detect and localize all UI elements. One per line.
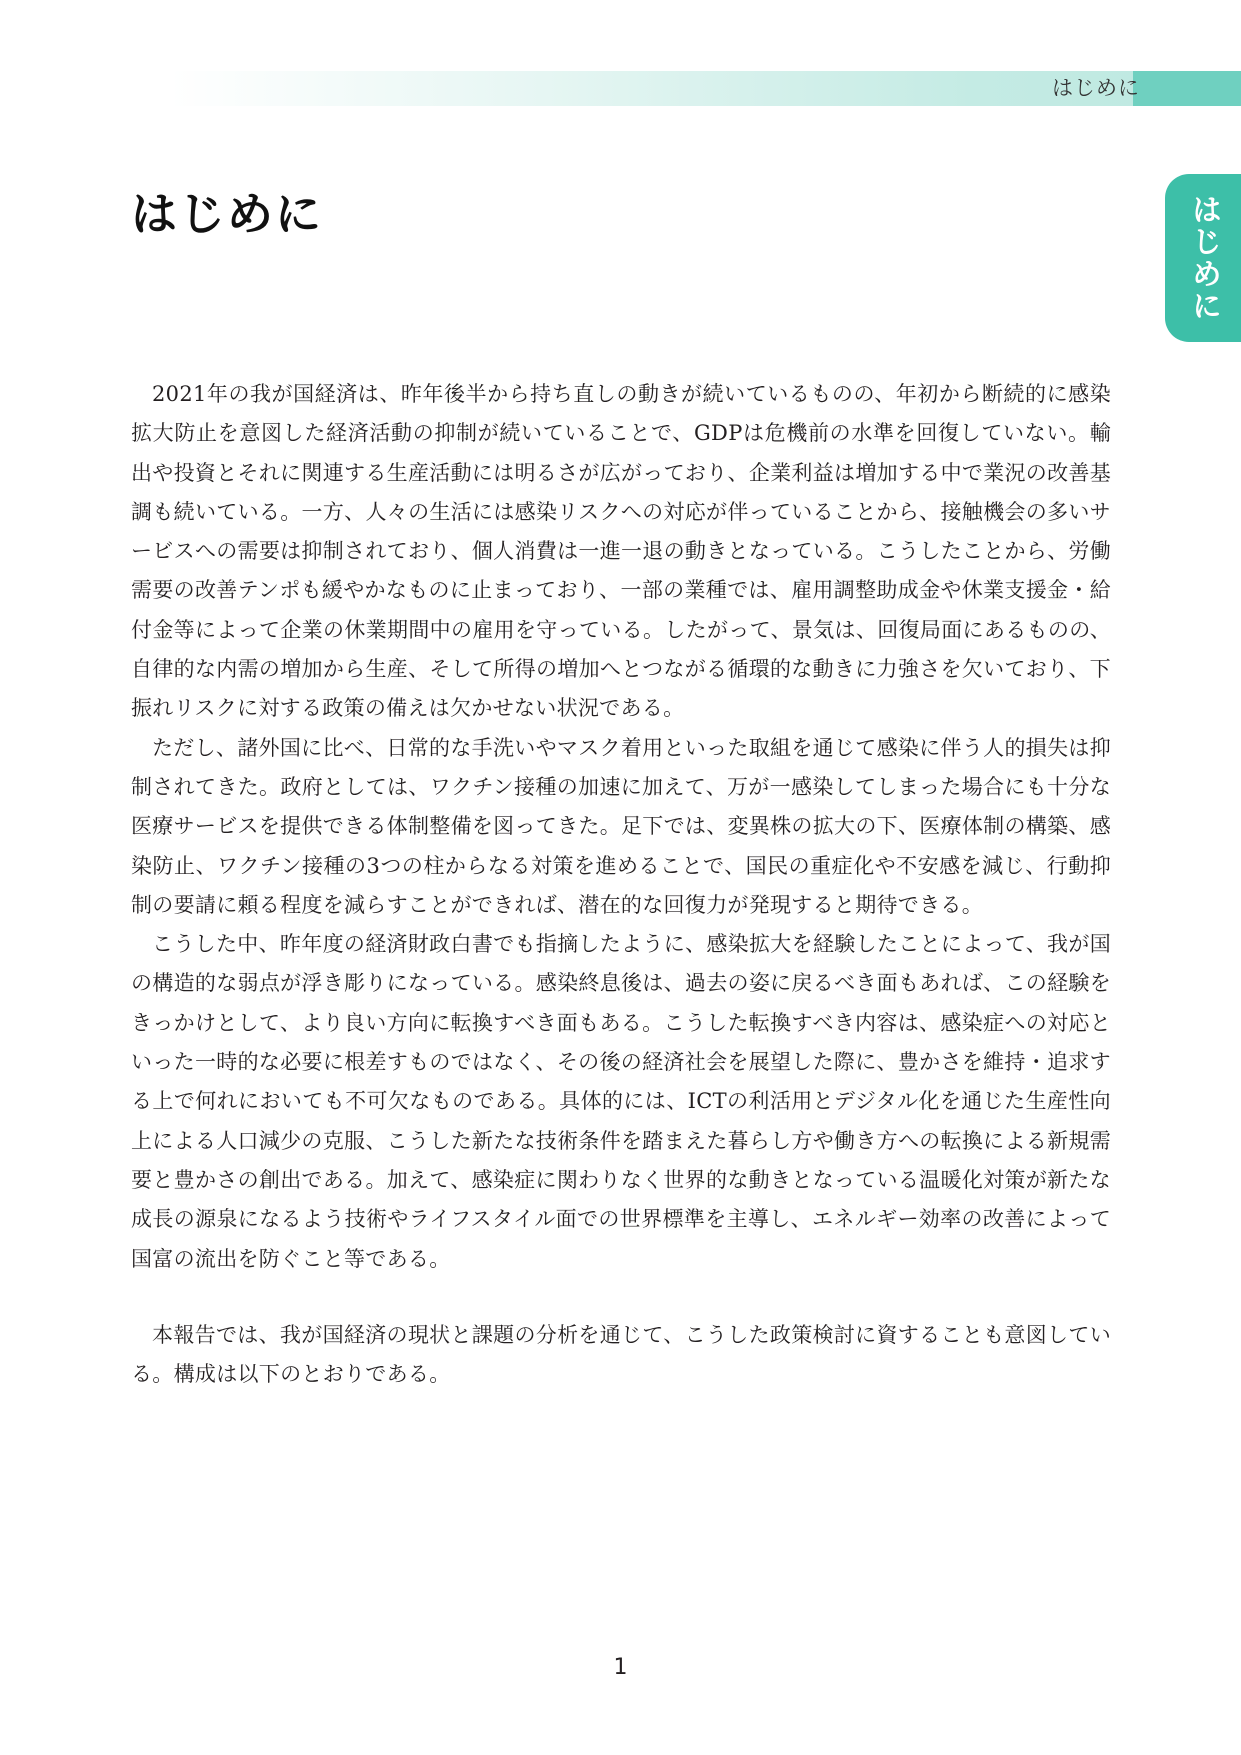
side-tab-label: はじめに [1186, 194, 1221, 322]
paragraph-4: 本報告では、我が国経済の現状と課題の分析を通じて、こうした政策検討に資することも意図している。構成は以下のとおりである。 [131, 1322, 1111, 1387]
header-section-label: はじめに [1052, 76, 1140, 100]
paragraph-2: ただし、諸外国に比べ、日常的な手洗いやマスク着用といった取組を通じて感染に伴う人的損失は抑制されてきた。政府としては、ワクチン接種の加速に加えて、万が一感染してしまった場合にも十分な医療サービスを提供できる体制整備を図ってきた。足下では、変異株の拡大の下、医療体制の構築、感染防止、ワクチン接種の3つの柱からなる対策を進めることで、国民の重症化や不安感を減じ、行動抑制の要請に頼る程度を減らすことができれば、潜在的な回復力が発現すると期待できる。 [131, 735, 1111, 917]
body-text [131, 375, 1111, 1394]
page-number: 1 [613, 1655, 628, 1680]
page-title: はじめに [131, 187, 323, 241]
paragraph-3: こうした中、昨年度の経済財政白書でも指摘したように、感染拡大を経験したことによって、我が国の構造的な弱点が浮き彫りになっている。感染終息後は、過去の姿に戻るべき面もあれば、この経験をきっかけとして、より良い方向に転換すべき面もある。こうした転換すべき内容は、感染症への対応といった一時的な必要に根差すものではなく、その後の経済社会を展望した際に、豊かさを維持・追求する上で何れにおいても不可欠なものである。具体的には、ICTの利活用とデジタル化を通じた生産性向上による人口減少の克服、こうした新たな技術条件を踏まえた暮らし方や働き方への転換による新規需要と豊かさの創出である。加えて、感染症に関わりなく世界的な動きとなっている温暖化対策が新たな成長の源泉になるよう技術やライフスタイル面での世界標準を主導し、エネルギー効率の改善によって国富の流出を防ぐこと等である。 [131, 932, 1111, 1271]
header-accent-block [1133, 71, 1241, 106]
side-tab [1165, 174, 1241, 342]
paragraph-1: 2021年の我が国経済は、昨年後半から持ち直しの動きが続いているものの、年初から断続的に感染拡大防止を意図した経済活動の抑制が続いていることで、GDPは危機前の水準を回復していない。輸出や投資とそれに関連する生産活動には明るさが広がっており、企業利益は増加する中で業況の改善基調も続いている。一方、人々の生活には感染リスクへの対応が伴っていることから、接触機会の多いサービスへの需要は抑制されており、個人消費は一進一退の動きとなっている。こうしたことから、労働需要の改善テンポも緩やかなものに止まっており、一部の業種では、雇用調整助成金や休業支援金・給付金等によって企業の休業期間中の雇用を守っている。したがって、景気は、回復局面にあるものの、自律的な内需の増加から生産、そして所得の増加へとつながる循環的な動きに力強さを欠いており、下振れリスクに対する政策の備えは欠かせない状況である。 [131, 382, 1111, 721]
